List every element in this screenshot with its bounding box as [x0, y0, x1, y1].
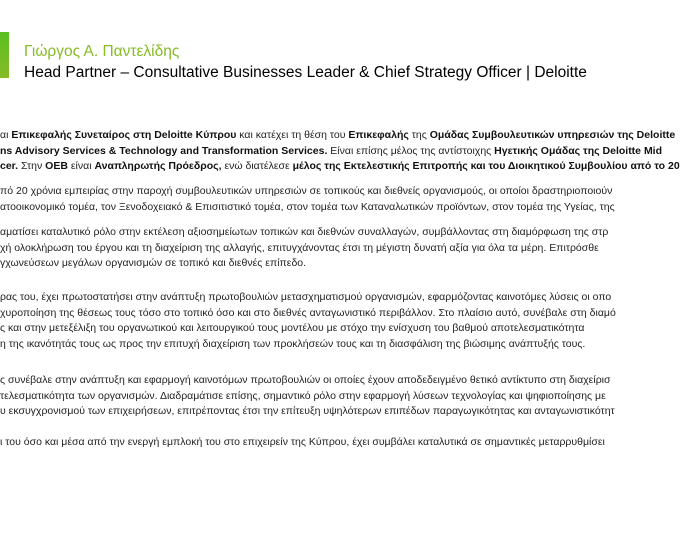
person-title: Head Partner – Consultative Businesses Leader & Chief Strategy Officer | Deloitte: [24, 64, 587, 81]
text-line: [0, 321, 700, 337]
text-run: πό 20 χρόνια εμπειρίας στην παροχή συμβουλευτικών υπηρεσιών σε τοπικούς και διεθνείς οργανισμούς, οι οποίοι δραστηριοποιούν: [0, 185, 613, 197]
bold-text: Ομάδας Συμβουλευτικών υπηρεσιών της Deloitte: [429, 129, 676, 141]
text-line: [0, 159, 700, 175]
text-line: [0, 241, 700, 257]
text-run: ς συνέβαλε στην ανάπτυξη και εφαρμογή καινοτόμων πρωτοβουλιών οι οποίες έχουν αποδεδειγμένο θετικό αντίκτυπο στη διαχείρισ: [0, 374, 611, 386]
text-line: [0, 373, 700, 389]
text-run: χή ολοκλήρωση του έργου και τη διαχείριση της αλλαγής, επιτυγχάνοντας έτσι τη μέγιστη δυνατή αξία για όλα τα μέρη. Επιτρόσθε: [0, 241, 599, 254]
text-run: Είναι επίσης μέλος της αντίστοιχης: [327, 144, 495, 157]
bold-text: Αναπληρωτής Πρόεδρος,: [94, 160, 222, 172]
bold-text: ΟΕΒ: [45, 160, 68, 172]
text-line: [0, 200, 700, 216]
text-run: τελεσματικότητα των οργανισμών. Διαδραμάτισε επίσης, σημαντικό ρόλο στην εφαρμογή λύσεων τεχνολογίας και ψηφιοποίησης με: [0, 389, 606, 402]
text-run: ενώ διατέλεσε: [221, 160, 293, 172]
text-run: αματίσει καταλυτικό ρόλο στην εκτέλεση αξιοσημείωτων τοπικών και διεθνών συναλλαγών, συμβάλλοντας στη διαμόρφωση της στρ: [0, 226, 609, 238]
bold-text: Ηγετικής Ομάδας της Deloitte Mid: [494, 144, 663, 157]
text-run: της: [408, 129, 430, 141]
person-name: Γιώργος Α. Παντελίδης: [24, 43, 180, 60]
text-line: [0, 306, 700, 322]
text-run: και κατέχει τη θέση του: [236, 129, 349, 141]
bio-paragraph-6: [0, 435, 700, 451]
bold-text: ns Advisory Services & Technology and Transformation Services.: [0, 144, 328, 157]
text-run: αι: [0, 129, 12, 141]
text-run: ατοοικονομικό τομέα, τον Ξενοδοχειακό & Επισιτιστικό τομέα, στον τομέα των Καταναλωτικών προϊόντων, στον τομέα της Υγείας, της: [0, 200, 615, 213]
bio-paragraph-1: [0, 128, 700, 175]
text-line: [0, 290, 700, 306]
text-line: [0, 256, 700, 272]
text-run: Στην: [18, 160, 46, 172]
text-run: γχωνεύσεων μεγάλων οργανισμών σε τοπικό και διεθνές επίπεδο.: [0, 257, 307, 269]
text-run: είναι: [67, 160, 95, 172]
text-line: [0, 337, 700, 353]
bio-paragraph-5: [0, 373, 700, 420]
bold-text: cer.: [0, 160, 19, 172]
bio-paragraph-3: [0, 225, 700, 272]
text-run: χυροποίηση της θέσεως τους τόσο στο τοπικό όσο και στο διεθνές ανταγωνιστικό περιβάλλον. Στο πλαίσιο αυτό, συνέβαλε στη διαμό: [0, 306, 616, 319]
bio-paragraph-2: [0, 184, 700, 215]
bio-paragraph-4: [0, 290, 700, 352]
text-run: ς και στην μετεξέλιξη του οργανωτικού και λειτουργικού τους μοντέλου με στόχο την ενίσχυση του βαθμού αποτελεσματικότητα: [0, 322, 585, 334]
bold-text: Επικεφαλής Συνεταίρος στη Deloitte Κύπρου: [11, 129, 237, 141]
bold-text: Επικεφαλής: [348, 129, 409, 141]
text-run: ι του όσο και μέσα από την ενεργή εμπλοκή του στο επιχειρείν της Κύπρου, έχει συμβάλει καταλυτικά σε σημαντικές μεταρρυθμίσει: [0, 436, 605, 448]
text-line: [0, 144, 700, 160]
text-line: [0, 225, 700, 241]
text-run: η της ικανότητάς τους ως προς την επιτυχή διαχείριση των προκλήσεών τους και τη διασφάλιση της βιώσιμης ανάπτυξής τους.: [0, 337, 586, 350]
bold-text: μέλος της Εκτελεστικής Επιτροπής και του Διοικητικού Συμβουλίου από το 20: [292, 160, 680, 172]
text-line: [0, 184, 700, 200]
text-run: ρας του, έχει πρωτοστατήσει στην ανάπτυξη πρωτοβουλιών μετασχηματισμού οργανισμών, εφαρμόζοντας καινοτόμες λύσεις οι οπο: [0, 291, 612, 303]
text-run: υ εκσυγχρονισμού των επιχειρήσεων, επιτρέποντας έτσι την επίτευξη υψηλότερων επιπέδων παραγωγικότητας και ανταγωνιστικότητ: [0, 405, 615, 417]
text-line: [0, 435, 700, 451]
text-line: [0, 128, 700, 144]
text-line: [0, 404, 700, 420]
text-line: [0, 389, 700, 405]
